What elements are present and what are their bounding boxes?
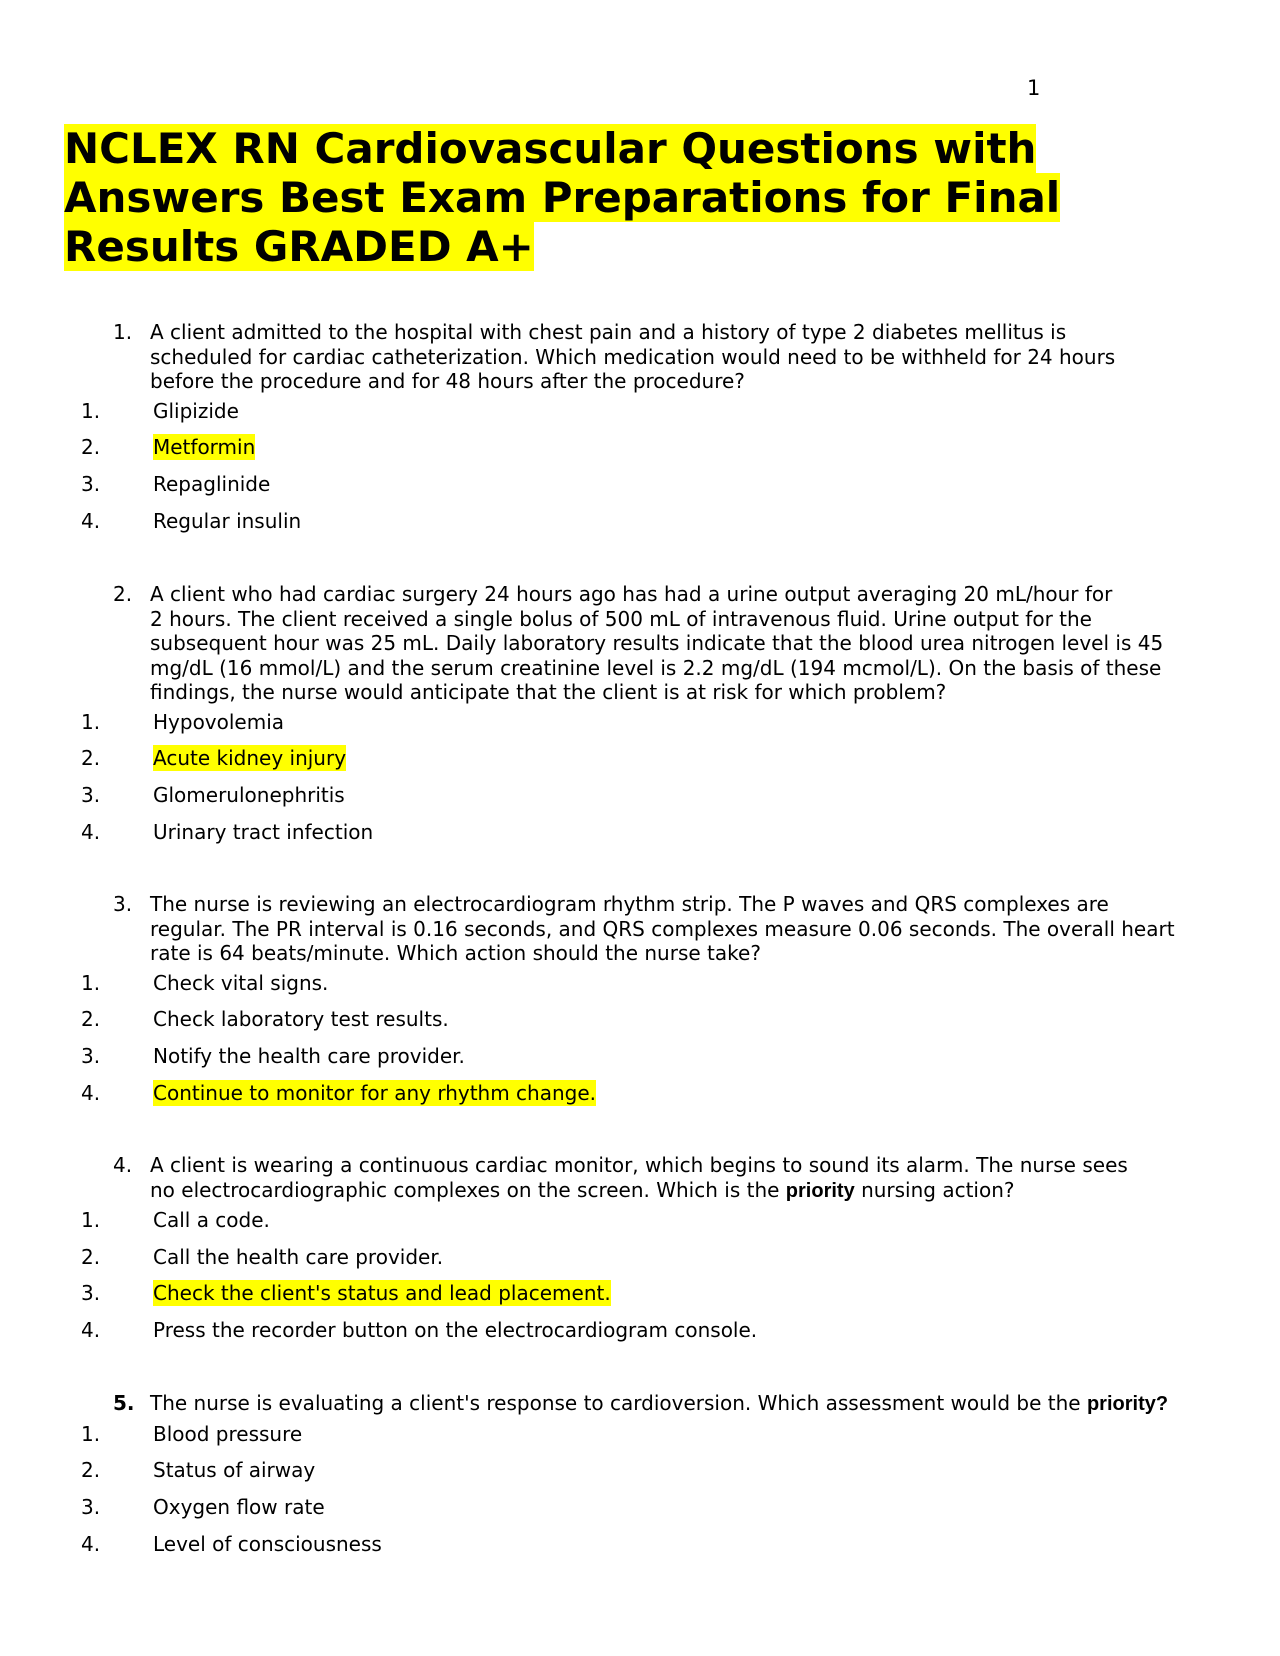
answer-option[interactable]: 1. Glipizide [81, 398, 239, 423]
answer-option[interactable]: 4. Level of consciousness [81, 1531, 382, 1556]
question-4 [0, 1153, 1280, 1354]
answer-option[interactable]: 2. Status of airway [81, 1458, 316, 1483]
answer-option[interactable]: 4. Regular insulin [81, 508, 302, 533]
question-stem: 2. A client who had cardiac surgery 24 hours ago has had a urine output averaging 20 mL/hour for 2 hours. The client received a single bolus of 500 mL of intravenous fluid. Urine output for the subsequent hour was 25 mL. Daily laboratory results indicate that the blood urea nitrogen level is 45 mg/dL (16 mmol/L) and the serum creatinine level is 2.2 mg/dL (194 mcmol/L). On the basis of these findings, the nurse would anticipate that the client is at risk for which problem? [113, 582, 1164, 704]
answer-option-correct[interactable]: 4. Continue to monitor for any rhythm change. [81, 1080, 597, 1105]
question-2 [0, 582, 1280, 855]
answer-option[interactable]: 3. Notify the health care provider. [81, 1043, 465, 1068]
answer-option-correct[interactable]: 3. Check the client's status and lead placement. [81, 1281, 611, 1306]
answer-option[interactable]: 1. Call a code. [81, 1208, 270, 1232]
question-1 [0, 320, 1280, 544]
answer-options [0, 970, 1280, 1117]
document-title: NCLEX RN Cardiovascular Questions with Answers Best Exam Preparations for Final Results GRADED A+ [64, 124, 1061, 271]
answer-option[interactable]: 4. Press the recorder button on the electrocardiogram console. [81, 1318, 758, 1343]
answer-option[interactable]: 1. Hypovolemia [81, 709, 285, 734]
answer-option-correct[interactable]: 2. Acute kidney injury [81, 746, 347, 771]
answer-option[interactable]: 1. Blood pressure [81, 1421, 303, 1446]
answer-options [0, 1421, 1280, 1568]
question-stem: 3. The nurse is reviewing an electrocardiogram rhythm strip. The P waves and QRS complexes are regular. The PR interval is 0.16 seconds, and QRS complexes measure 0.06 seconds. The overall heart rate is 64 beats/minute. Which action should the nurse take? [113, 892, 1175, 965]
answer-option[interactable]: 2. Call the health care provider. [81, 1244, 444, 1269]
answer-option[interactable]: 3. Glomerulonephritis [81, 782, 345, 807]
question-stem: 5. The nurse is evaluating a client's response to cardioversion. Which assessment would be the priority? [113, 1391, 1169, 1415]
answer-options [0, 398, 1280, 545]
answer-option-correct[interactable]: 2. Metformin [81, 435, 256, 460]
page-number: 1 [1027, 76, 1041, 100]
answer-option[interactable]: 3. Repaglinide [81, 471, 271, 496]
answer-option[interactable]: 4. Urinary tract infection [81, 819, 374, 844]
question-3 [0, 892, 1280, 1116]
answer-options [0, 1207, 1280, 1354]
answer-option[interactable]: 3. Oxygen flow rate [81, 1494, 325, 1519]
answer-option[interactable]: 2. Check laboratory test results. [81, 1007, 449, 1032]
question-stem: 4. A client is wearing a continuous cardiac monitor, which begins to sound its alarm. The nurse sees no electrocardiographic complexes on the screen. Which is the priority nursing action? [113, 1153, 1128, 1202]
answer-options [0, 709, 1280, 856]
question-stem: 1. A client admitted to the hospital with chest pain and a history of type 2 diabetes mellitus is scheduled for cardiac catheterization. Which medication would need to be withheld for 24 hours before the procedure and for 48 hours after the procedure? [113, 320, 1116, 393]
question-5 [0, 1391, 1280, 1567]
answer-option[interactable]: 1. Check vital signs. [81, 970, 329, 995]
